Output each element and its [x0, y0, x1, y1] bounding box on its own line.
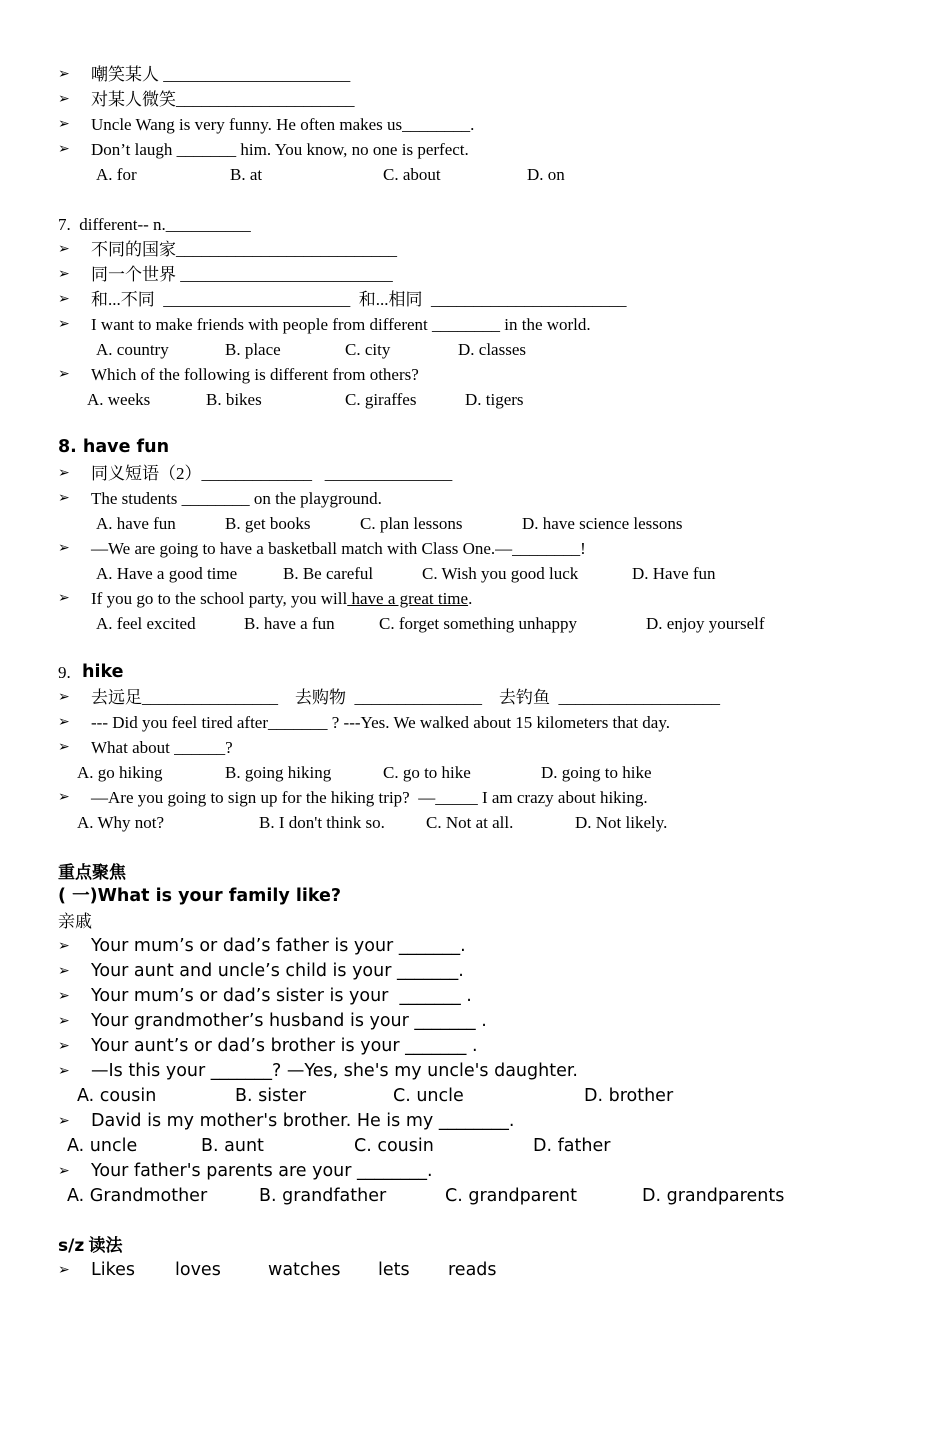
option-c: C. plan lessons [360, 514, 463, 533]
arrow-bullet-icon: ➢ [58, 1163, 70, 1179]
section-heading: 9. hike [58, 662, 124, 682]
option-b: B. I don't think so. [259, 813, 385, 832]
option-b: B. bikes [206, 390, 262, 409]
option-b: B. grandfather [259, 1186, 387, 1206]
arrow-bullet-icon: ➢ [58, 1113, 70, 1129]
arrow-bullet-icon: ➢ [58, 490, 70, 506]
option-d: D. on [527, 165, 565, 184]
arrow-bullet-icon: ➢ [58, 714, 70, 730]
option-c: C. Not at all. [426, 813, 514, 832]
option-b: B. sister [235, 1086, 307, 1106]
arrow-bullet-icon: ➢ [58, 988, 70, 1004]
option-c: C. forget something unhappy [379, 614, 577, 633]
arrow-bullet-icon: ➢ [58, 141, 70, 157]
option-a: A. cousin [77, 1086, 157, 1106]
option-d: D. brother [584, 1086, 674, 1106]
option-a: A. Why not? [77, 813, 165, 832]
option-d: D. father [533, 1136, 611, 1156]
focus-subtitle: ( 一)What is your family like? [58, 886, 342, 906]
sz-title: s/z 读法 [58, 1236, 123, 1256]
arrow-bullet-icon: ➢ [58, 465, 70, 481]
option-d: D. have science lessons [522, 514, 683, 533]
option-a: A. feel excited [96, 614, 196, 633]
word-item: loves [175, 1260, 221, 1280]
option-d: D. enjoy yourself [646, 614, 765, 633]
options-row [58, 1134, 611, 1159]
arrow-bullet-icon: ➢ [58, 540, 70, 556]
options-row [58, 337, 526, 362]
options-row [58, 387, 524, 412]
option-a: A. have fun [96, 514, 176, 533]
option-a: A. for [96, 165, 137, 184]
focus-title: 重点聚焦 [58, 863, 126, 882]
relatives-label: 亲戚 [58, 912, 92, 931]
arrow-bullet-icon: ➢ [58, 739, 70, 755]
options-row [58, 162, 565, 187]
word-list [58, 1258, 497, 1283]
options-row [58, 810, 668, 835]
arrow-bullet-icon: ➢ [58, 789, 70, 805]
option-c: C. cousin [354, 1136, 434, 1156]
arrow-bullet-icon: ➢ [58, 1262, 70, 1278]
option-c: C. Wish you good luck [422, 564, 579, 583]
option-d: D. classes [458, 340, 526, 359]
option-a: A. weeks [87, 390, 151, 409]
option-d: D. going to hike [541, 763, 652, 782]
option-b: B. aunt [201, 1136, 264, 1156]
option-c: C. uncle [393, 1086, 464, 1106]
arrow-bullet-icon: ➢ [58, 963, 70, 979]
option-a: A. country [96, 340, 169, 359]
arrow-bullet-icon: ➢ [58, 689, 70, 705]
section-heading: 7. different-- n.__________ [58, 215, 251, 234]
word-item: watches [268, 1260, 341, 1280]
arrow-bullet-icon: ➢ [58, 291, 70, 307]
option-b: B. going hiking [225, 763, 332, 782]
options-row [58, 561, 716, 586]
arrow-bullet-icon: ➢ [58, 66, 70, 82]
option-a: A. go hiking [77, 763, 163, 782]
options-row [58, 611, 765, 636]
option-c: C. grandparent [445, 1186, 577, 1206]
section-heading: 8. have fun [58, 437, 170, 457]
arrow-bullet-icon: ➢ [58, 316, 70, 332]
arrow-bullet-icon: ➢ [58, 1038, 70, 1054]
arrow-bullet-icon: ➢ [58, 266, 70, 282]
arrow-bullet-icon: ➢ [58, 91, 70, 107]
option-b: B. at [230, 165, 263, 184]
option-b: B. Be careful [283, 564, 374, 583]
word-item: lets [378, 1260, 410, 1280]
option-d: D. Have fun [632, 564, 716, 583]
option-d: D. Not likely. [575, 813, 668, 832]
options-row [58, 1084, 674, 1109]
option-a: A. uncle [67, 1136, 138, 1156]
options-row [58, 1184, 785, 1209]
word-item: Likes [91, 1260, 136, 1280]
arrow-bullet-icon: ➢ [58, 116, 70, 132]
option-b: B. get books [225, 514, 311, 533]
option-a: A. Grandmother [67, 1186, 208, 1206]
option-c: C. giraffes [345, 390, 417, 409]
options-row [58, 511, 683, 536]
arrow-bullet-icon: ➢ [58, 241, 70, 257]
option-b: B. place [225, 340, 281, 359]
option-d: D. grandparents [642, 1186, 785, 1206]
option-c: C. about [383, 165, 441, 184]
option-d: D. tigers [465, 390, 524, 409]
arrow-bullet-icon: ➢ [58, 1013, 70, 1029]
arrow-bullet-icon: ➢ [58, 938, 70, 954]
arrow-bullet-icon: ➢ [58, 590, 70, 606]
option-c: C. city [345, 340, 391, 359]
word-item: reads [448, 1260, 497, 1280]
option-a: A. Have a good time [96, 564, 238, 583]
options-row [58, 760, 652, 785]
option-c: C. go to hike [383, 763, 471, 782]
underlined-phrase: have a great time [347, 589, 469, 608]
arrow-bullet-icon: ➢ [58, 1063, 70, 1079]
option-b: B. have a fun [244, 614, 335, 633]
arrow-bullet-icon: ➢ [58, 366, 70, 382]
